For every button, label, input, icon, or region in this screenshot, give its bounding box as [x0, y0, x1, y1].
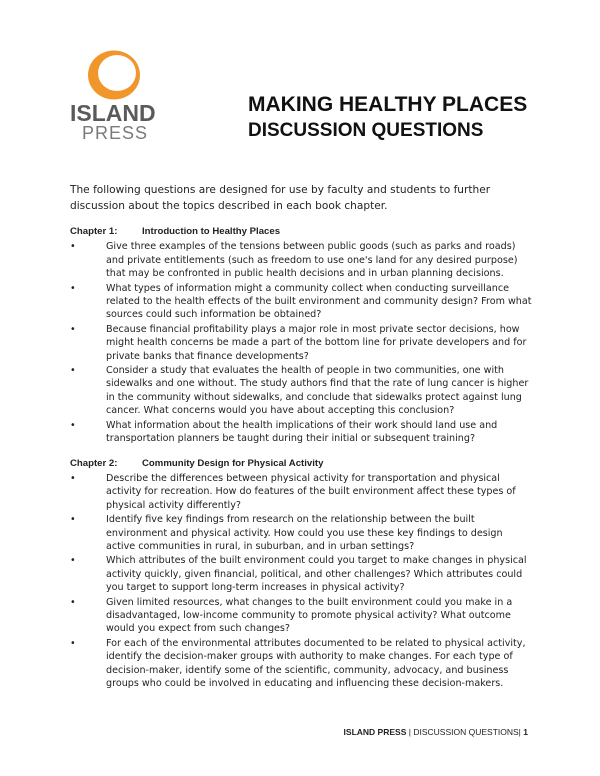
footer-separator: | [408, 727, 411, 737]
question-text: Identify five key findings from research on the relationship between the built environment and physical activity. How could you use these key findings to design active communities in rural, in suburban, and in urban settings? [106, 514, 503, 552]
list-item [70, 419, 532, 446]
bullet-icon: • [70, 365, 76, 377]
bullet-icon: • [70, 241, 76, 253]
bullet-icon: • [70, 472, 76, 484]
bullet-icon: • [70, 323, 76, 335]
title-line-1: MAKING HEALTHY PLACES [248, 93, 528, 116]
list-item [70, 282, 532, 322]
page-title [248, 92, 527, 144]
logo-ring-icon [87, 50, 141, 100]
island-press-logo [70, 50, 162, 142]
chapter-heading [70, 457, 532, 470]
list-item [70, 596, 532, 636]
bullet-icon: • [70, 596, 76, 608]
list-item [70, 323, 532, 363]
logo-word-press: PRESS [82, 123, 149, 143]
question-list [70, 472, 532, 691]
question-text: Given limited resources, what changes to the built environment could you make in a disadvantaged, low-income community to promote physical activity? What outcome would you expect from such changes? [106, 596, 513, 635]
chapter-number: Chapter 2: [70, 457, 118, 469]
intro-paragraph: The following questions are designed for use by faculty and students to further discussion about the topics described in each book chapter. [70, 184, 491, 212]
list-item [70, 240, 532, 280]
question-text: Because financial profitability plays a major role in most private sector decisions, how might health concerns be made a part of the bottom line for private developers and for private banks that finance developments? [106, 323, 527, 362]
question-text: Consider a study that evaluates the health of people in two communities, one with sidewalks and one without. The study authors find that the rate of lung cancer is higher in the community without sidewalks, and conclude that sidewalks protect against lung cancer. What concerns would you have about accepting this conclusion? [106, 365, 529, 417]
list-item [70, 637, 532, 691]
question-text: For each of the environmental attributes documented to be related to physical activity, identify the decision-maker groups with authority to make changes. For each type of decision-maker, identify some of the scientific, community, advocacy, and business groups who could be involved in educating and influencing these decision-makers. [106, 637, 526, 689]
question-text: Which attributes of the built environment could you target to make changes in physical activity quickly, given financial, political, and other challenges? Which attributes could you target to support long-term increases in physical activity? [106, 555, 527, 594]
question-text: Give three examples of the tensions between public goods (such as parks and roads) and private entitlements (such as freedom to use one's land for any desired purpose) that may be confronted in public health decisions and in urban planning decisions. [106, 241, 518, 280]
list-item [70, 472, 532, 512]
question-list [70, 240, 532, 445]
footer-label: DISCUSSION QUESTIONS [413, 727, 519, 737]
chapter-section-2 [70, 457, 532, 691]
title-line-2: DISCUSSION QUESTIONS [248, 120, 484, 141]
chapter-number: Chapter 1: [70, 226, 118, 237]
list-item [70, 513, 532, 553]
bullet-icon: • [70, 514, 76, 526]
list-item [70, 554, 532, 594]
bullet-icon: • [70, 419, 76, 431]
chapter-heading [70, 225, 532, 238]
document-body [70, 182, 532, 701]
list-item [70, 364, 532, 418]
chapter-title: Introduction to Healthy Places [142, 226, 281, 237]
page-number: 1 [523, 727, 528, 737]
bullet-icon: • [70, 637, 76, 649]
footer-separator: | [518, 727, 521, 737]
logo-word-island: ISLAND [70, 100, 156, 126]
bullet-icon: • [70, 282, 76, 294]
question-text: What types of information might a community collect when conducting surveillance related to the health effects of the built environment and community design? From what sources could such information be obtained? [106, 282, 532, 321]
page-footer [344, 727, 528, 737]
question-text: Describe the differences between physical activity for transportation and physical activity for recreation. How do features of the built environment affect these types of physical activity differently? [106, 472, 516, 511]
question-text: What information about the health implications of their work should land use and transportation planners be taught during their initial or subsequent training? [106, 419, 498, 445]
chapter-section-1 [70, 225, 532, 446]
footer-brand: ISLAND PRESS [343, 727, 407, 737]
bullet-icon: • [70, 555, 76, 567]
chapter-title: Community Design for Physical Activity [142, 457, 324, 469]
